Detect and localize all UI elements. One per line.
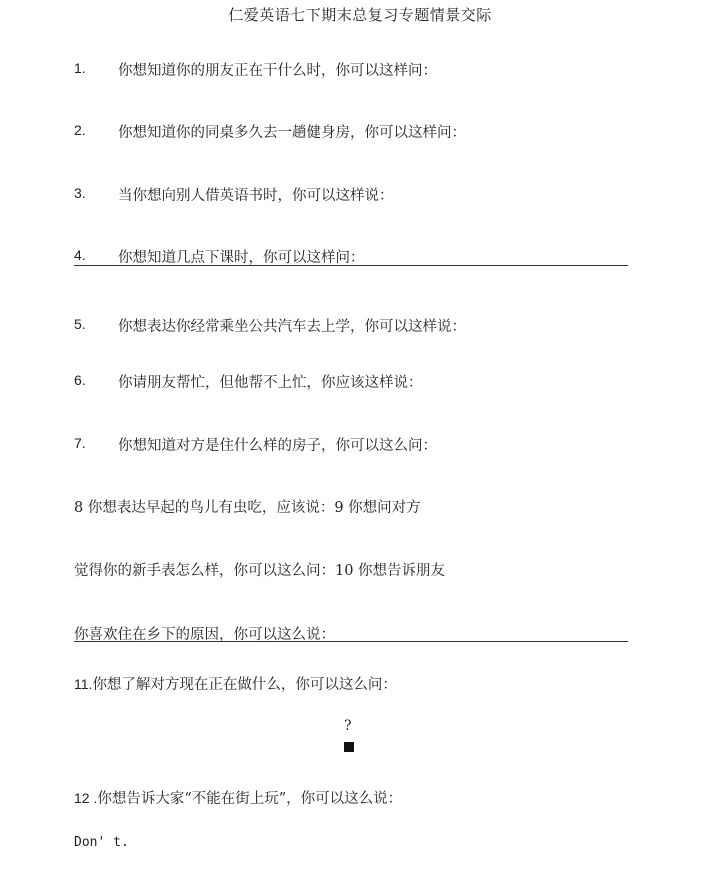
paragraph-line: 你喜欢住在乡下的原因，你可以这么说： (74, 627, 335, 643)
answer-line (74, 641, 628, 642)
question-11 (74, 673, 397, 694)
page-title: 仁爱英语七下期末总复习专题情景交际 (228, 6, 492, 24)
question-number: 1. (74, 60, 86, 76)
question-number: 7. (74, 435, 86, 451)
question-text: 你想知道你的朋友正在干什么时，你可以这样问： (118, 63, 437, 79)
question-text: 你想告诉大家“不能在街上玩”，你可以这么说： (97, 791, 403, 807)
paragraph-line: 觉得你的新手表怎么样，你可以这么问：10 你想告诉朋友 (74, 563, 446, 579)
square-bullet-icon (344, 742, 354, 752)
question-mark: ? (344, 718, 352, 734)
question-text: 你想表达你经常乘坐公共汽车去上学，你可以这样说： (118, 319, 466, 335)
question-text: 你想知道对方是住什么样的房子，你可以这么问： (118, 438, 437, 454)
question-number: 6. (74, 372, 86, 388)
answer-prompt: Don' t. (74, 835, 129, 850)
question-text: 你请朋友帮忙，但他帮不上忙，你应该这样说： (118, 375, 423, 391)
question-number: 4. (74, 247, 86, 263)
question-number: 11. (74, 676, 93, 692)
paragraph-line: 8 你想表达早起的鸟儿有虫吃，应该说：9 你想问对方 (74, 500, 421, 516)
question-number: 2. (74, 122, 86, 138)
question-text: 你想了解对方现在正在做什么，你可以这么问： (92, 677, 397, 693)
question-text: 你想知道几点下课时，你可以这样问： (118, 250, 365, 266)
question-number: 3. (74, 185, 86, 201)
question-number: 12 . (74, 790, 98, 806)
question-text: 你想知道你的同桌多久去一趟健身房，你可以这样问： (118, 125, 466, 141)
question-12 (74, 787, 402, 808)
question-number: 5. (74, 316, 86, 332)
question-text: 当你想向别人借英语书时，你可以这样说： (118, 188, 394, 204)
answer-line (74, 265, 628, 266)
